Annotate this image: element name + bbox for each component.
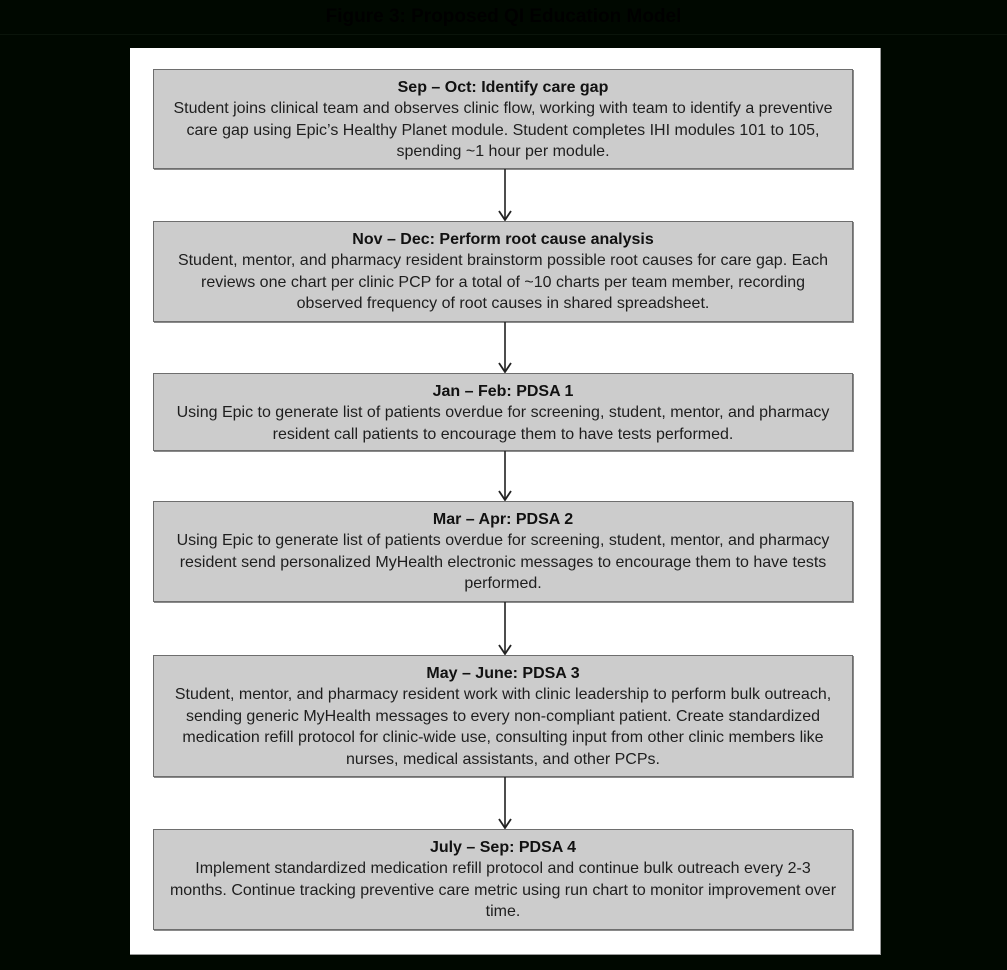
step-heading: Mar – Apr: PDSA 2 <box>432 511 574 528</box>
arrow-down-icon <box>497 602 513 655</box>
step-heading: Sep – Oct: Identify care gap <box>397 79 609 96</box>
step-body: Student, mentor, and pharmacy resident work with clinic leadership to perform bulk outreach, sending generic MyHealth messages to every non-compliant patient. Create standardized medication refill protocol for clinic-wide use, consulting input from other clinic members like nurses, medical assistants, and other PCPs. <box>174 686 832 768</box>
arrow-down-icon <box>497 451 513 501</box>
figure-title: Figure 3: Proposed QI Education Model <box>325 6 682 27</box>
step-body: Student joins clinical team and observes clinic flow, working with team to identify a preventive care gap using Epic’s Healthy Planet module. Student completes IHI modules 101 to 105, spending ~1 hour per module. <box>173 100 833 160</box>
step-box-pdsa-4 <box>153 829 853 930</box>
step-box-pdsa-1 <box>153 373 853 451</box>
step-box-pdsa-3 <box>153 655 853 777</box>
step-body: Implement standardized medication refill protocol and continue bulk outreach every 2-3 months. Continue tracking preventive care metric using run chart to monitor improvement over time. <box>169 860 837 920</box>
step-body: Student, mentor, and pharmacy resident brainstorm possible root causes for care gap. Each reviews one chart per clinic PCP for a total of ~10 charts per team member, recording observed frequency of root causes in shared spreadsheet. <box>177 252 829 312</box>
step-body: Using Epic to generate list of patients overdue for screening, student, mentor, and pharmacy resident send personalized MyHealth electronic messages to encourage them to have tests performed. <box>176 532 830 592</box>
step-heading: July – Sep: PDSA 4 <box>429 839 577 856</box>
arrow-down-icon <box>497 777 513 829</box>
step-body: Using Epic to generate list of patients overdue for screening, student, mentor, and pharmacy resident call patients to encourage them to have tests performed. <box>176 404 830 443</box>
step-box-identify-care-gap <box>153 69 853 169</box>
arrow-down-icon <box>497 169 513 221</box>
step-box-pdsa-2 <box>153 501 853 602</box>
step-heading: Nov – Dec: Perform root cause analysis <box>352 231 654 248</box>
step-heading: Jan – Feb: PDSA 1 <box>432 383 574 400</box>
step-heading: May – June: PDSA 3 <box>426 665 580 682</box>
step-box-root-cause-analysis <box>153 221 853 322</box>
arrow-down-icon <box>497 322 513 373</box>
title-divider <box>0 34 1007 35</box>
